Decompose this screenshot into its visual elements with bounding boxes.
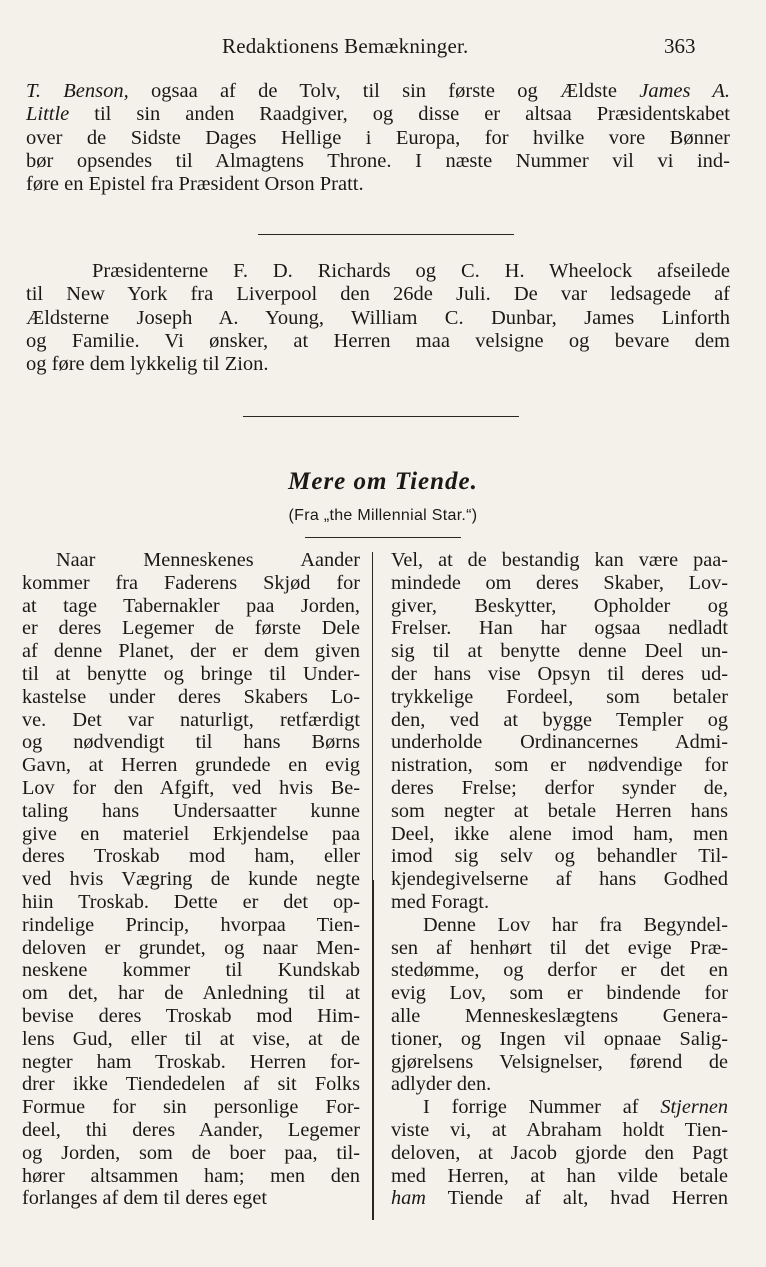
text-line: Little til sin anden Raadgiver, og disse er altsaa Præsidentskabet — [26, 103, 730, 126]
text-line: over de Sidste Dages Hellige i Europa, for hvilke vore Bønner — [26, 126, 730, 149]
text-line: Ældsterne Joseph A. Young, William C. Dunbar, James Linforth — [26, 306, 730, 329]
text-line: Præsidenterne F. D. Richards og C. H. Wheelock afseilede — [92, 260, 730, 282]
text-line: som negter at betale Herren hans — [391, 799, 728, 822]
text-line: af denne Planet, der er dem given — [22, 640, 360, 663]
text-line: kjendegivelserne af hans Godhed — [391, 868, 728, 891]
text-fragment: Tiende af alt, hvad Herren — [425, 1187, 728, 1210]
text-line: taling hans Undersaatter kunne — [22, 799, 360, 822]
text-line: mindede om deres Skaber, Lov- — [391, 571, 728, 594]
text-line: der hans vise Opsyn til deres ud- — [391, 662, 728, 685]
text-line: rindelige Princip, hvorpaa Tien- — [22, 913, 360, 936]
text-line: Naar Menneskenes Aander — [56, 549, 360, 571]
emphasis: Stjernen — [660, 1096, 728, 1119]
text-line: deres Troskab mod ham, eller — [22, 845, 360, 868]
text-line: Vel, at de bestandig kan være paa- — [391, 549, 728, 571]
text-line: føre en Epistel fra Præsident Orson Pratt. — [26, 173, 364, 196]
emphasis: ham — [391, 1187, 426, 1210]
text-line: imod sig selv og behandler Til- — [391, 845, 728, 868]
text-line: ved hvis Vægring de kunde negte — [22, 868, 360, 891]
text-line — [391, 1187, 728, 1210]
text-line: og Familie. Vi ønsker, at Herren maa velsigne og bevare dem — [26, 329, 730, 352]
text-line: trykkelige Fordeel, som betaler — [391, 685, 728, 708]
running-head — [0, 34, 766, 58]
text-line: evig Lov, som er bindende for — [391, 982, 728, 1005]
text-line: adlyder den. — [391, 1073, 492, 1096]
text-line: Formue for sin personlige For- — [22, 1096, 360, 1119]
left-column — [22, 549, 360, 1210]
text-line — [391, 1096, 728, 1119]
text-line: og Jorden, som de boer paa, til- — [22, 1141, 360, 1164]
text-line: Frelser. Han har ogsaa nedladt — [391, 617, 728, 640]
text-line: negter ham Troskab. Herren for- — [22, 1050, 360, 1073]
text-line: hiin Troskab. Dette er det op- — [22, 890, 360, 913]
text-line: den, ved at bygge Templer og — [391, 708, 728, 731]
text-line: sen af henhørt til det evige Præ- — [391, 936, 728, 959]
text-line: deloven er grundet, og naar Men- — [22, 936, 360, 959]
page-number: 363 — [664, 34, 696, 58]
text-line: sig til at benytte denne Deel un- — [391, 640, 728, 663]
text-line: neskene kommer til Kundskab — [22, 959, 360, 982]
text-line: nistration, som er nødvendige for — [391, 754, 728, 777]
text-line: T. Benson, ogsaa af de Tolv, til sin første og Ældste James A. — [26, 80, 730, 102]
article-title: Mere om Tiende. — [288, 468, 478, 495]
text-line: hører altsammen ham; men den — [22, 1164, 360, 1187]
title-rule — [305, 537, 461, 538]
text-line: tioner, og Ingen vil opnaae Salig- — [391, 1027, 728, 1050]
text-fragment: I forrige Nummer af — [423, 1096, 639, 1119]
section-divider — [243, 416, 519, 417]
text-line: bør opsendes til Almagtens Throne. I næste Nummer vil vi ind- — [26, 149, 730, 172]
text-line: bevise deres Troskab mod Him- — [22, 1004, 360, 1027]
text-line: forlanges af dem til deres eget — [22, 1187, 267, 1210]
text-line: og nødvendigt til hans Børns — [22, 731, 360, 754]
text-line: Deel, ikke alene imod ham, men — [391, 822, 728, 845]
right-column — [391, 549, 728, 1210]
text-line: Gavn, at Herren grundede en evig — [22, 754, 360, 777]
article-source: (Fra „the Millennial Star.“) — [288, 507, 478, 524]
text-line: til at benytte og bringe til Under- — [22, 662, 360, 685]
text-line: kastelse under deres Skabers Lo- — [22, 685, 360, 708]
text-line: deel, thi deres Aander, Legemer — [22, 1118, 360, 1141]
text-line: deloven, at Jacob gjorde den Pagt — [391, 1141, 728, 1164]
text-line: om det, har de Anledning til at — [22, 982, 360, 1005]
column-divider-heavy — [372, 880, 374, 1220]
text-line: deres Frelse; derfor synder de, — [391, 776, 728, 799]
text-line: er deres Legemer de første Dele — [22, 617, 360, 640]
intro-paragraph — [26, 80, 730, 196]
text-line: Denne Lov har fra Begyndel- — [423, 913, 728, 936]
text-line: til New York fra Liverpool den 26de Juli. De var ledsagede af — [26, 283, 730, 306]
text-line: med Foragt. — [391, 890, 490, 913]
text-line: give en materiel Erkjendelse paa — [22, 822, 360, 845]
text-line: lens Gud, eller til at vise, at de — [22, 1027, 360, 1050]
text-line: giver, Beskytter, Opholder og — [391, 594, 728, 617]
text-line: gjørelsens Velsignelser, førend de — [391, 1050, 728, 1073]
notice-paragraph — [26, 260, 730, 376]
text-line: drer ikke Tiendedelen af sit Folks — [22, 1073, 360, 1096]
text-line: viste vi, at Abraham holdt Tien- — [391, 1118, 728, 1141]
text-line: ve. Det var naturligt, retfærdigt — [22, 708, 360, 731]
text-line: underholde Ordinancernes Admi- — [391, 731, 728, 754]
text-line: kommer fra Faderens Skjød for — [22, 571, 360, 594]
text-line: alle Menneskeslægtens Genera- — [391, 1004, 728, 1027]
text-line: Lov for den Afgift, ved hvis Be- — [22, 776, 360, 799]
text-line: og føre dem lykkelig til Zion. — [26, 353, 269, 376]
running-title: Redaktionens Bemækninger. — [222, 34, 469, 58]
section-divider — [258, 234, 514, 235]
text-line: med Herren, at han vilde betale — [391, 1164, 728, 1187]
text-line: stedømme, og derfor er det en — [391, 959, 728, 982]
text-line: at tage Tabernakler paa Jorden, — [22, 594, 360, 617]
